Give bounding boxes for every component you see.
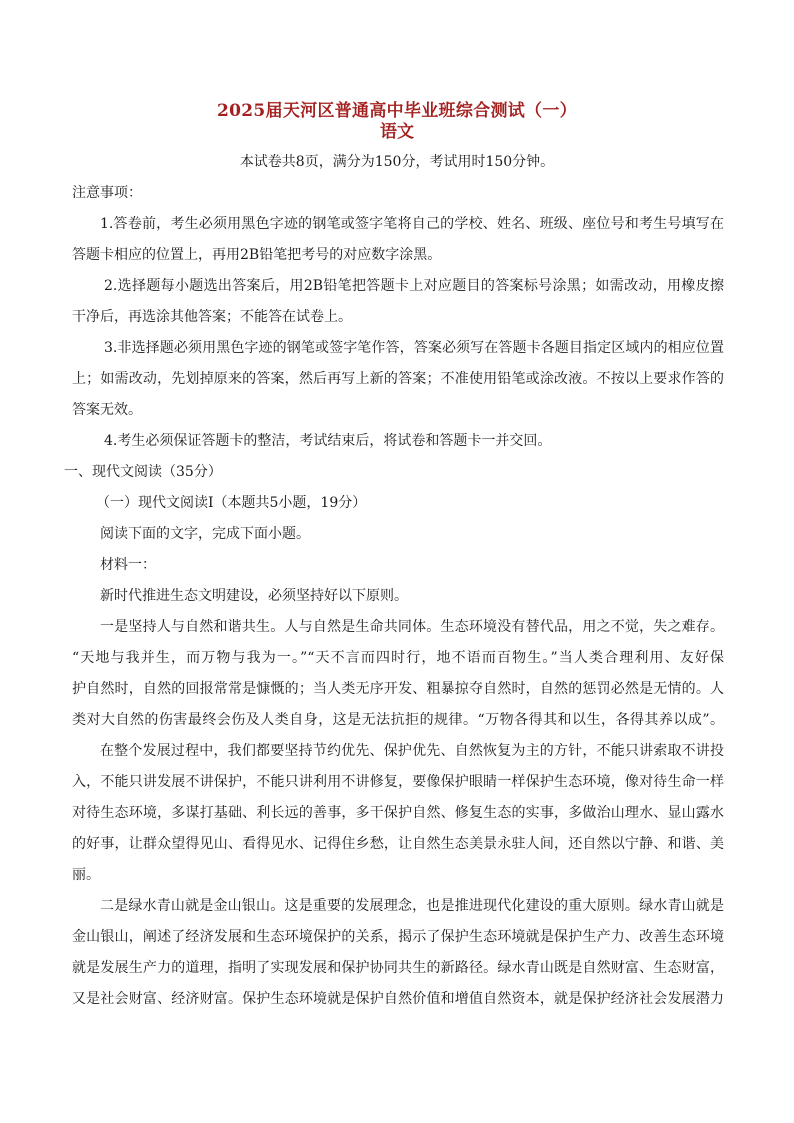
passage-paragraph-1: 新时代推进生态文明建设，必须坚持好以下原则。 [100,588,408,604]
passage-paragraph-2-line-4: 类对大自然的伤害最终会伤及人类自身，这是无法抗拒的规律。“万物各得其和以生，各得其养以成”。 [72,712,724,728]
passage-paragraph-2-line-3: 护自然时，自然的回报常常是慷慨的；当人类无序开发、粗暴掠夺自然时，自然的惩罚必然是无情的。人 [72,681,724,697]
section-subheading: （一）现代文阅读Ⅰ（本题共5小题，19分） [96,495,367,511]
exam-title: 2025届天河区普通高中毕业班综合测试（一） [217,101,577,121]
notice-heading: 注意事项： [72,185,142,201]
passage-paragraph-3-line-2: 入，不能只讲发展不讲保护，不能只讲利用不讲修复，要像保护眼睛一样保护生态环境，像对待生命一样 [72,774,724,790]
material-label: 材料一： [100,557,156,573]
passage-paragraph-3-line-1: 在整个发展过程中，我们都要坚持节约优先、保护优先、自然恢复为主的方针，不能只讲索取不讲投 [100,743,724,759]
notice-item-3-line-2: 上；如需改动，先划掉原来的答案，然后再写上新的答案；不准使用铅笔或涂改液。不按以上要求作答的 [72,371,724,387]
passage-paragraph-3-line-5: 丽。 [72,867,100,883]
exam-intro: 本试卷共8页，满分为150分，考试用时150分钟。 [239,154,555,170]
passage-paragraph-4-line-1: 二是绿水青山就是金山银山。这是重要的发展理念，也是推进现代化建设的重大原则。绿水青山就是 [100,898,724,914]
passage-paragraph-4-line-4: 又是社会财富、经济财富。保护生态环境就是保护自然价值和增值自然资本，就是保护经济社会发展潜力 [72,991,724,1007]
notice-item-3-line-3: 答案无效。 [72,402,142,418]
notice-item-2-line-1: 2.选择题每小题选出答案后，用2B铅笔把答题卡上对应题目的答案标号涂黑；如需改动，用橡皮擦 [104,278,724,294]
notice-item-2-line-2: 干净后，再选涂其他答案；不能答在试卷上。 [72,309,352,325]
notice-item-3-line-1: 3.非选择题必须用黑色字迹的钢笔或签字笔作答，答案必须写在答题卡各题目指定区域内的相应位置 [104,340,724,356]
subject-title: 语文 [380,122,414,142]
exam-content [64,178,724,1015]
passage-paragraph-2-line-2: “天地与我并生，而万物与我为一。”“天不言而四时行，地不语而百物生。”当人类合理利用、友好保 [72,650,724,666]
passage-paragraph-4-line-2: 金山银山，阐述了经济发展和生态环境保护的关系，揭示了保护生态环境就是保护生产力、改善生态环境 [72,929,724,945]
passage-paragraph-3-line-3: 对待生态环境，多谋打基础、利长远的善事，多干保护自然、修复生态的实事，多做治山理水、显山露水 [72,805,724,821]
passage-paragraph-3-line-4: 的好事，让群众望得见山、看得见水、记得住乡愁，让自然生态美景永驻人间，还自然以宁静、和谐、美 [72,836,724,852]
notice-item-4: 4.考生必须保证答题卡的整洁，考试结束后，将试卷和答题卡一并交回。 [104,433,552,449]
passage-paragraph-4-line-3: 就是发展生产力的道理，指明了实现发展和保护协同共生的新路径。绿水青山既是自然财富、生态财富， [72,960,724,976]
notice-item-1-line-1: 1.答卷前，考生必须用黑色字迹的钢笔或签字笔将自己的学校、姓名、班级、座位号和考生号填写在 [100,216,724,232]
passage-paragraph-2-line-1: 一是坚持人与自然和谐共生。人与自然是生命共同体。生态环境没有替代品，用之不觉，失之难存。 [100,619,724,635]
reading-instruction: 阅读下面的文字，完成下面小题。 [100,526,310,542]
section-heading: 一、现代文阅读（35分） [64,464,222,480]
notice-item-1-line-2: 答题卡相应的位置上，再用2B铅笔把考号的对应数字涂黑。 [72,247,442,263]
